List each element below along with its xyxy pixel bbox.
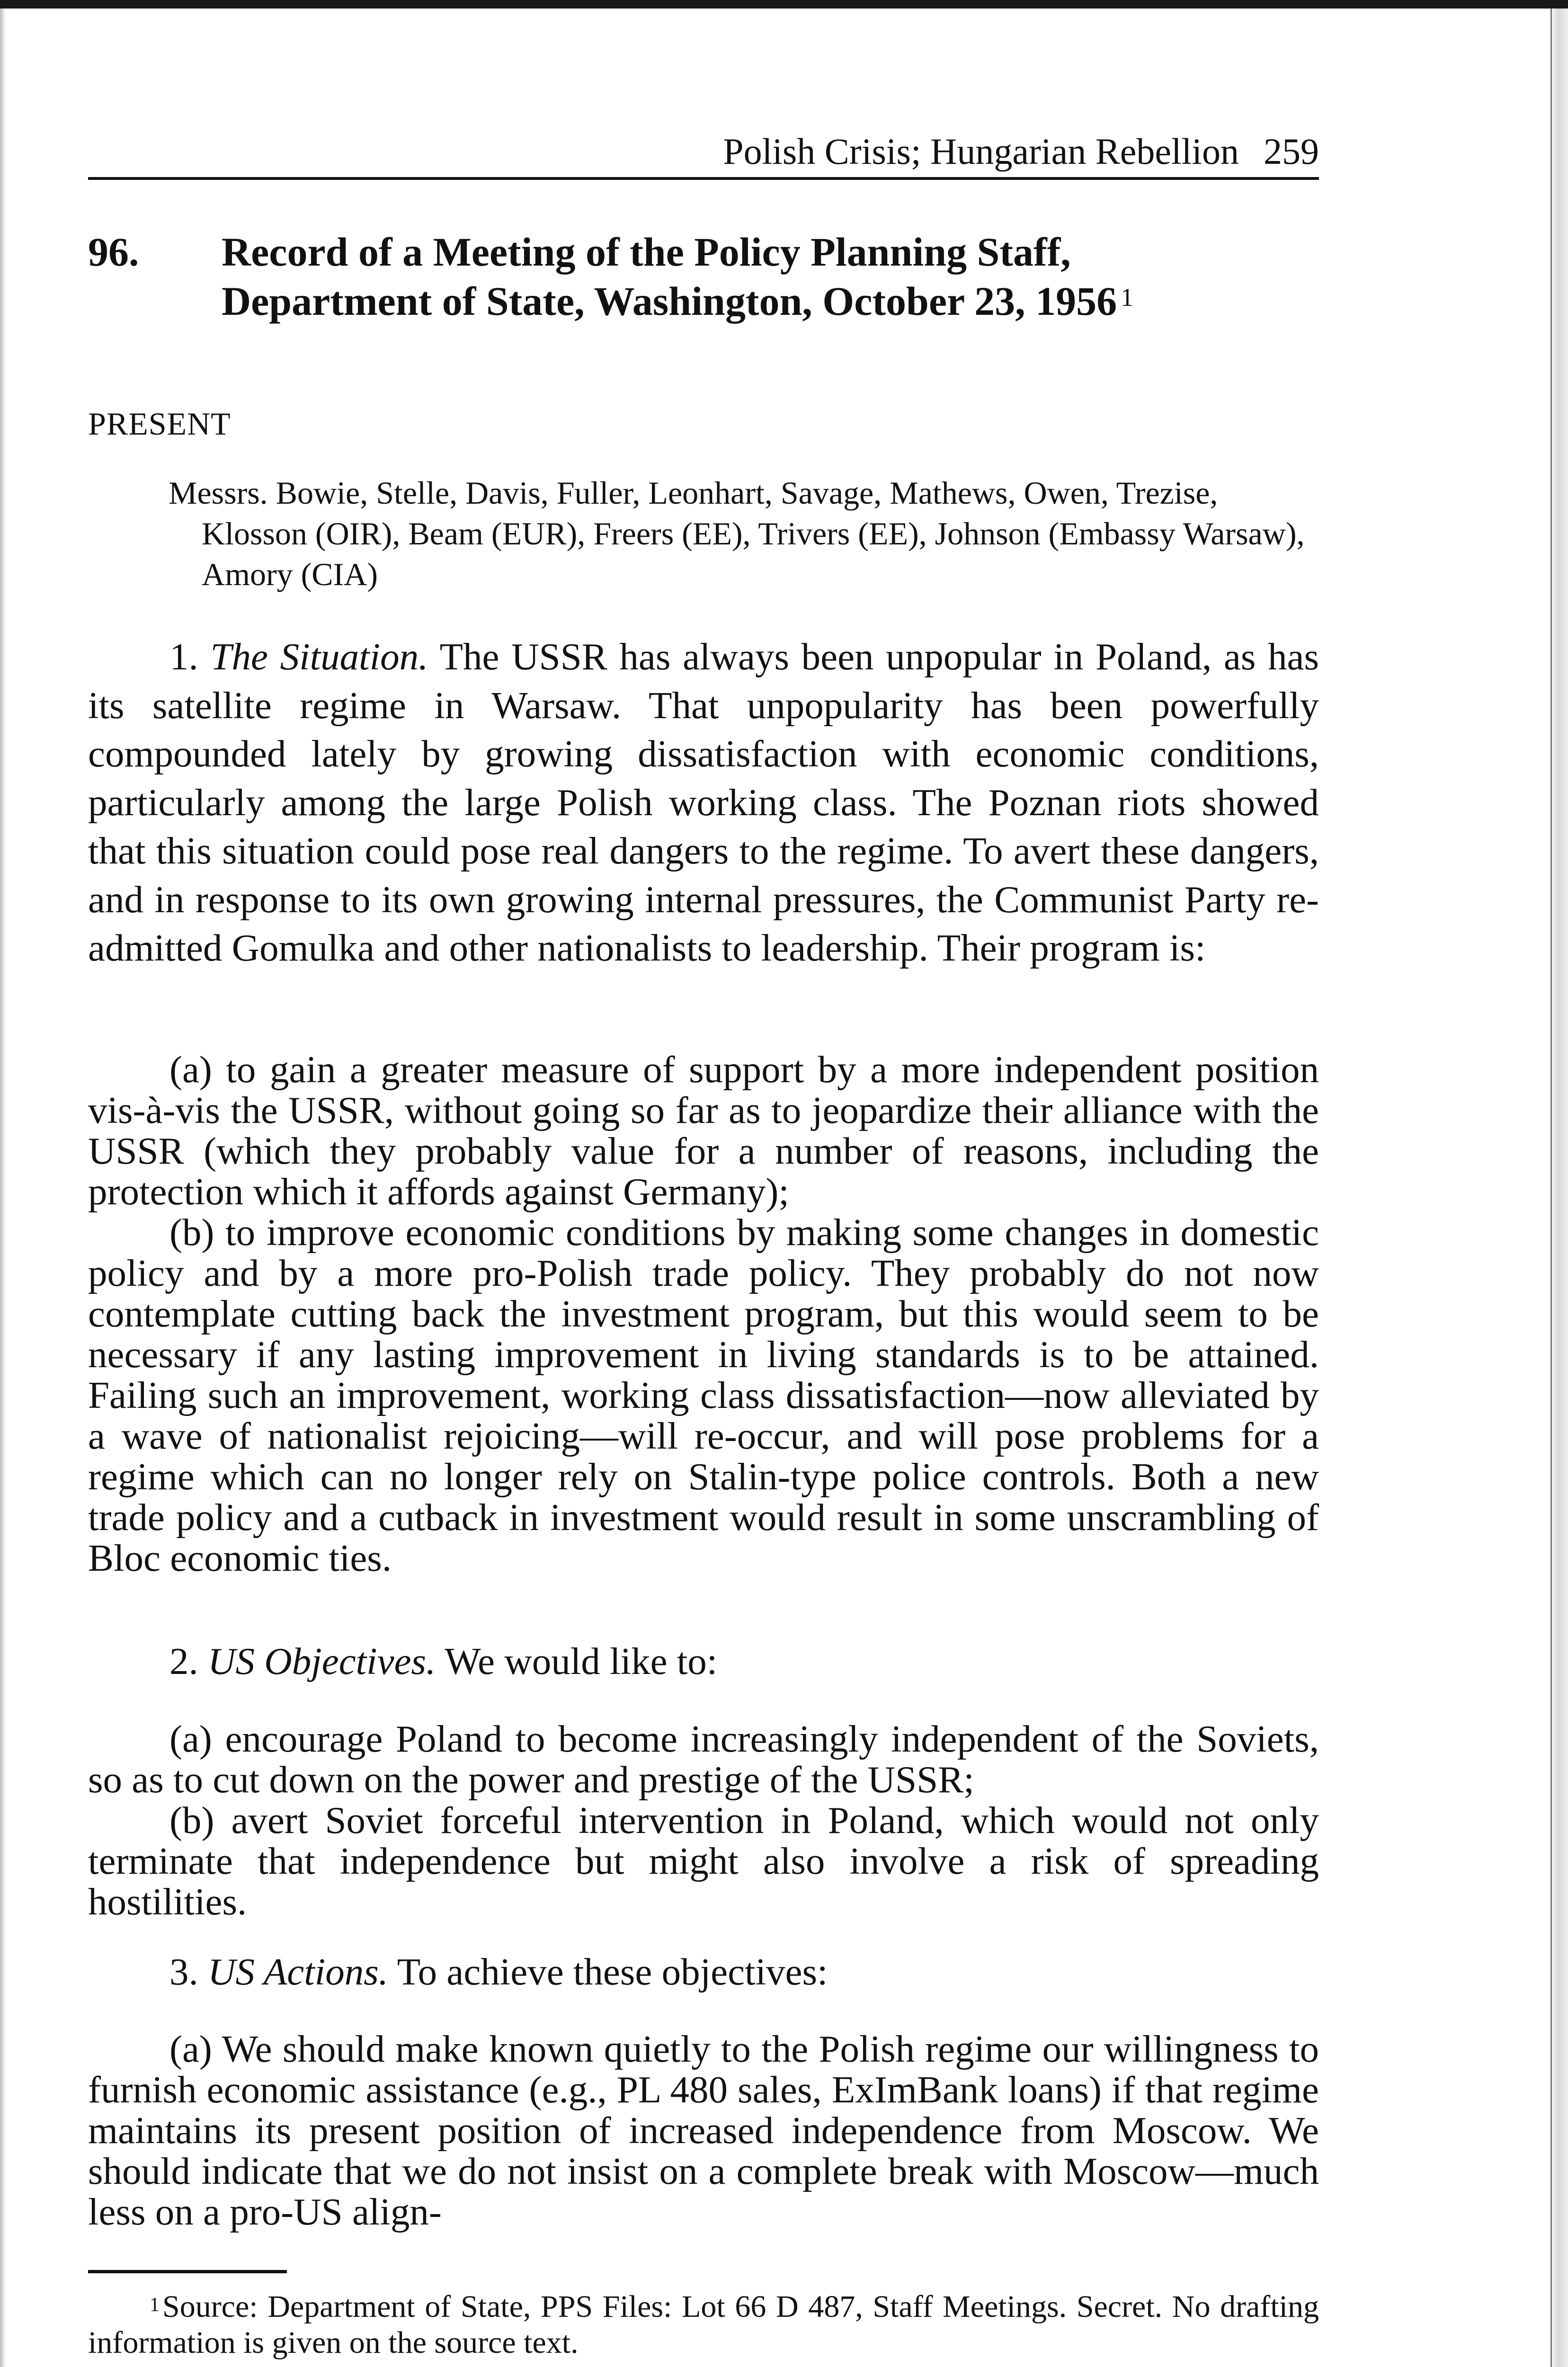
scan-right-edge bbox=[1550, 9, 1568, 2367]
section-text: To achieve these objectives: bbox=[397, 1950, 828, 1993]
section-text: We would like to: bbox=[445, 1640, 718, 1682]
section-situation bbox=[88, 632, 1319, 972]
section-actions bbox=[88, 1948, 1319, 1996]
section-heading: The Situation. bbox=[210, 635, 428, 678]
document-title-line-1: Record of a Meeting of the Policy Planning Staff, bbox=[222, 229, 1071, 275]
section-objectives bbox=[88, 1637, 1319, 1686]
footnote-reference[interactable]: 1 bbox=[1121, 283, 1134, 311]
section-number: 1. bbox=[169, 635, 198, 678]
footnote-divider bbox=[88, 2270, 287, 2273]
footnote-marker: 1 bbox=[150, 2294, 160, 2316]
scan-left-edge bbox=[0, 9, 6, 2367]
attendee-list: Messrs. Bowie, Stelle, Davis, Fuller, Leonhart, Savage, Mathews, Owen, Trezise, Klosson (OIR), Beam (EUR), Freers (EE), Trivers (EE), Johnson (Embassy Warsaw), Amory (CIA) bbox=[169, 475, 1305, 592]
document-title bbox=[222, 227, 1310, 326]
situation-item-b: (b) to improve economic conditions by making some changes in domestic policy and by a more pro-Polish trade policy. They probably do not now contemplate cutting back the investment program, but this would seem to be necessary if any lasting improvement in living standards is to be attained. Failing such an improvement, working class dissatisfaction—now alleviated by a wave of nationalist rejoicing—will re-occur, and will pose problems for a regime which can no longer rely on Stalin-type police controls. Both a new trade policy and a cutback in investment would result in some unscrambling of Bloc economic ties. bbox=[88, 1211, 1319, 1579]
footnote-text: Source: Department of State, PPS Files: Lot 66 D 487, Staff Meetings. Secret. No drafting information is given on the source text. bbox=[88, 2289, 1319, 2360]
scan-top-border bbox=[0, 0, 1568, 9]
document-number: 96. bbox=[88, 229, 139, 275]
objectives-item-a: (a) encourage Poland to become increasingly independent of the Soviets, so as to cut down on the power and prestige of the USSR; bbox=[88, 1717, 1319, 1801]
actions-item-a: (a) We should make known quietly to the Polish regime our willingness to furnish economic assistance (e.g., PL 480 sales, ExImBank loans) if that regime maintains its present position of increased independence from Moscow. We should indicate that we do not insist on a complete break with Moscow—much less on a pro-US align- bbox=[88, 2028, 1319, 2233]
section-heading: US Actions. bbox=[208, 1950, 388, 1993]
running-head bbox=[88, 128, 1319, 180]
section-number: 3. bbox=[169, 1950, 198, 1993]
situation-item-a: (a) to gain a greater measure of support by a more independent position vis-à-vis the USSR, without going so far as to jeopardize their alliance with the USSR (which they probably value for a number of reasons, including the protection which it affords against Germany); bbox=[88, 1048, 1319, 1213]
objectives-item-b: (b) avert Soviet forceful intervention in Poland, which would not only terminate that independence but might also involve a risk of spreading hostilities. bbox=[88, 1799, 1319, 1923]
footnote bbox=[88, 2289, 1319, 2361]
document-title-line-2: Department of State, Washington, October 23, 1956 $^1$ bbox=[222, 278, 1134, 324]
running-head-title: Polish Crisis; Hungarian Rebellion bbox=[723, 131, 1239, 172]
section-text: The USSR has always been unpopular in Poland, as has its satellite regime in Warsaw. That unpopularity has been powerfully compounded lately by growing dissatisfaction with economic conditions, particularly among the large Polish working class. The Poznan riots showed that this situation could pose real dangers to the regime. To avert these dangers, and in response to its own growing internal pressures, the Communist Party re-admitted Gomulka and other nationalists to leadership. Their program is: bbox=[88, 635, 1319, 969]
page-number: 259 bbox=[1264, 131, 1319, 172]
present-label: PRESENT bbox=[88, 406, 231, 442]
section-heading: US Objectives. bbox=[208, 1640, 436, 1682]
section-number: 2. bbox=[169, 1640, 198, 1682]
